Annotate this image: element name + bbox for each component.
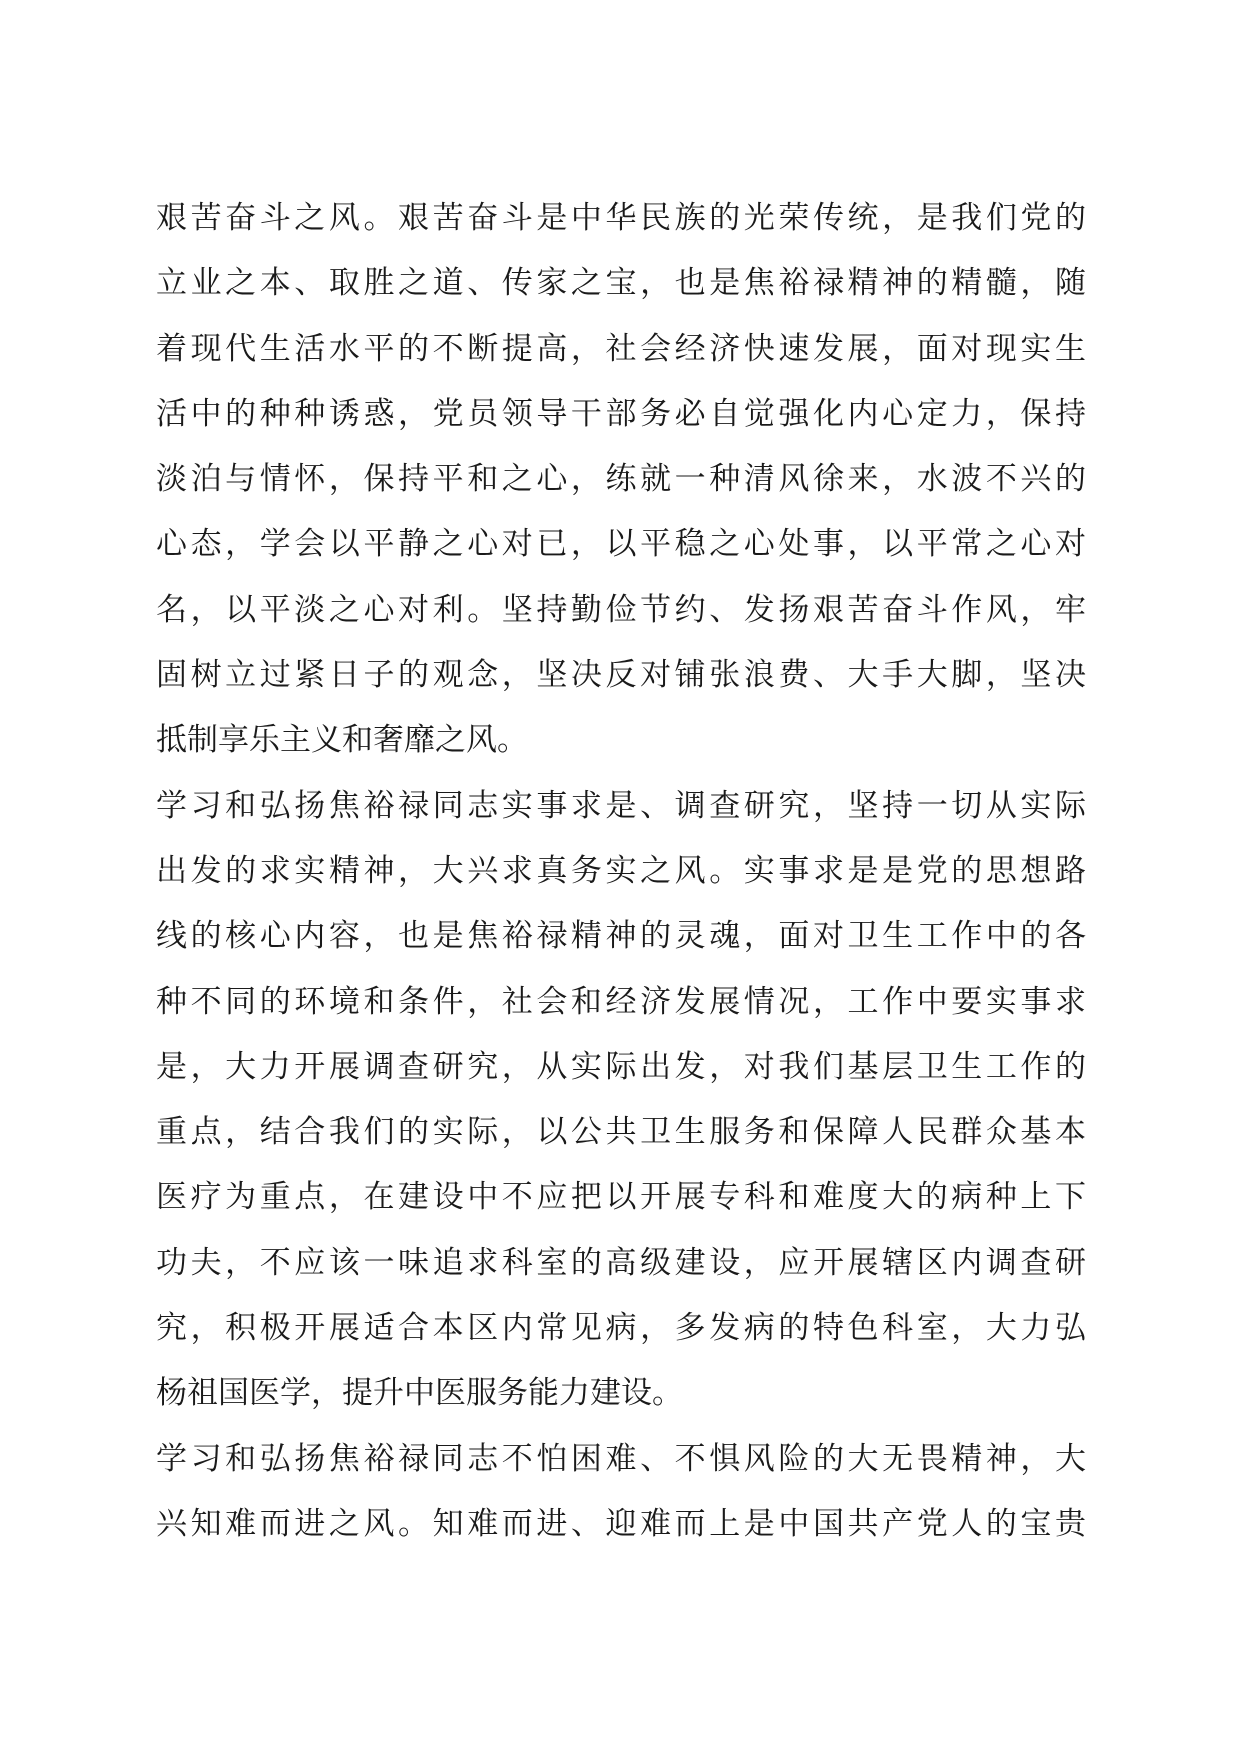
text-line: 活中的种种诱惑，党员领导干部务必自觉强化内心定力，保持 xyxy=(156,395,1086,432)
paragraph-2 xyxy=(156,774,1086,1427)
text-line: 种不同的环境和条件，社会和经济发展情况，工作中要实事求 xyxy=(156,983,1086,1020)
text-line: 杨祖国医学，提升中医服务能力建设。 xyxy=(156,1375,683,1412)
text-line: 是，大力开展调查研究，从实际出发，对我们基层卫生工作的 xyxy=(156,1048,1086,1085)
document-body xyxy=(156,186,1086,1557)
text-line: 固树立过紧日子的观念，坚决反对铺张浪费、大手大脚，坚决 xyxy=(156,657,1086,694)
text-line: 名，以平淡之心对利。坚持勤俭节约、发扬艰苦奋斗作风，牢 xyxy=(156,591,1086,628)
paragraph-1 xyxy=(156,186,1086,774)
text-line: 学习和弘扬焦裕禄同志实事求是、调查研究，坚持一切从实际 xyxy=(156,787,1086,824)
text-line: 淡泊与情怀，保持平和之心，练就一种清风徐来，水波不兴的 xyxy=(156,461,1086,498)
text-line: 功夫，不应该一味追求科室的高级建设，应开展辖区内调查研 xyxy=(156,1244,1086,1281)
text-line: 重点，结合我们的实际，以公共卫生服务和保障人民群众基本 xyxy=(156,1114,1086,1151)
paragraph-3 xyxy=(156,1427,1086,1558)
text-line: 医疗为重点，在建设中不应把以开展专科和难度大的病种上下 xyxy=(156,1179,1086,1216)
text-line: 心态，学会以平静之心对已，以平稳之心处事，以平常之心对 xyxy=(156,526,1086,563)
text-line: 兴知难而进之风。知难而进、迎难而上是中国共产党人的宝贵 xyxy=(156,1505,1086,1542)
text-line: 抵制享乐主义和奢靡之风。 xyxy=(156,722,528,759)
text-line: 学习和弘扬焦裕禄同志不怕困难、不惧风险的大无畏精神，大 xyxy=(156,1440,1086,1477)
text-line: 究，积极开展适合本区内常见病，多发病的特色科室，大力弘 xyxy=(156,1310,1086,1347)
text-line: 立业之本、取胜之道、传家之宝，也是焦裕禄精神的精髓，随 xyxy=(156,265,1086,302)
text-line: 着现代生活水平的不断提高，社会经济快速发展，面对现实生 xyxy=(156,330,1086,367)
text-line: 线的核心内容，也是焦裕禄精神的灵魂，面对卫生工作中的各 xyxy=(156,918,1086,955)
text-line: 出发的求实精神，大兴求真务实之风。实事求是是党的思想路 xyxy=(156,852,1086,889)
text-line: 艰苦奋斗之风。艰苦奋斗是中华民族的光荣传统，是我们党的 xyxy=(156,200,1086,236)
